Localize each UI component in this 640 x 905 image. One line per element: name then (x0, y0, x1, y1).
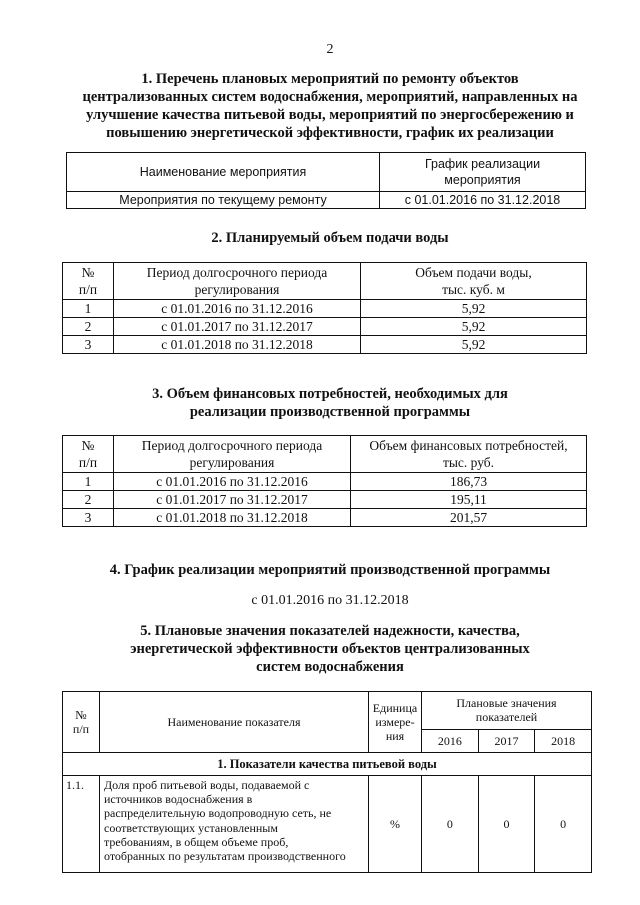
table-row (63, 473, 587, 491)
group-title: 1. Показатели качества питьевой воды (63, 753, 592, 776)
section1-title-line: повышению энергетической эффективности, график их реализации (106, 125, 554, 141)
section1-title (0, 70, 640, 142)
row-volume-cell: 5,92 (361, 318, 587, 336)
row-finance-cell: 195,11 (351, 491, 587, 509)
table-header-row (63, 692, 592, 730)
col-plan-values-header-line: Плановые значения (456, 696, 557, 711)
row-period-cell: с 01.01.2016 по 31.12.2016 (114, 473, 351, 491)
financial-needs-table (62, 435, 587, 527)
col-period-header-line: Период долгосрочного периода (141, 438, 323, 453)
table-row (63, 318, 587, 336)
col-finance-header-line: тыс. руб. (442, 455, 495, 470)
col-unit-header-line: ния (385, 729, 405, 743)
col-volume-header (361, 263, 587, 300)
row-num-cell: 3 (63, 509, 114, 527)
col-volume-header-line: тыс. куб. м (442, 282, 505, 297)
col-volume-header-line: Объем подачи воды, (415, 265, 532, 280)
col-unit-header-line: измере- (375, 715, 415, 729)
col-year-header: 2016 (422, 729, 479, 752)
col-plan-values-header (422, 692, 592, 730)
section3-title (0, 385, 640, 421)
table-row (63, 336, 587, 354)
row-volume-cell: 5,92 (361, 300, 587, 318)
col-year-header: 2017 (478, 729, 535, 752)
row-unit-cell: % (369, 776, 422, 873)
section5-title-line: 5. Плановые значения показателей надежности, качества, (140, 623, 520, 639)
col-schedule-header-line: График реализации (424, 157, 541, 171)
table-header-row (63, 436, 587, 473)
section5-title-line: энергетической эффективности объектов централизованных (130, 641, 530, 657)
col-num-header-line: п/п (78, 455, 98, 470)
row-period-cell: с 01.01.2018 по 31.12.2018 (114, 336, 361, 354)
col-num-header-line: п/п (72, 722, 90, 736)
section3-title-line: 3. Объем финансовых потребностей, необходимых для (152, 386, 508, 402)
col-schedule-header-line: мероприятия (444, 173, 521, 187)
row-value-2018-cell: 0 (535, 776, 592, 873)
col-finance-header-line: Объем финансовых потребностей, (369, 438, 568, 453)
activity-schedule-cell: с 01.01.2016 по 31.12.2018 (380, 192, 586, 209)
section2-title: 2. Планируемый объем подачи воды (211, 230, 449, 246)
row-value-2017-cell: 0 (478, 776, 535, 873)
row-period-cell: с 01.01.2017 по 31.12.2017 (114, 491, 351, 509)
activities-table (66, 152, 586, 209)
col-num-header-line: № (81, 438, 95, 453)
row-indicator-name-cell (100, 776, 369, 873)
section1-title-line: 1. Перечень плановых мероприятий по ремонту объектов (141, 71, 519, 87)
row-num-cell: 3 (63, 336, 114, 354)
activity-name-cell: Мероприятия по текущему ремонту (67, 192, 380, 209)
col-num-header-line: № (75, 708, 87, 722)
section5-title (0, 622, 640, 676)
col-period-header (114, 436, 351, 473)
indicators-table (62, 691, 592, 873)
table-row (67, 192, 586, 209)
row-num-cell: 2 (63, 491, 114, 509)
table-group-row (63, 753, 592, 776)
row-num-cell: 2 (63, 318, 114, 336)
table-header-row (67, 153, 586, 192)
col-plan-values-header-line: показателей (475, 710, 538, 725)
indicator-name-line: распределительную водопроводную сеть, не (104, 806, 332, 821)
col-schedule-header (380, 153, 586, 192)
col-period-header-line: регулирования (194, 282, 280, 297)
section3-title-line: реализации производственной программы (189, 404, 471, 420)
row-num-cell: 1 (63, 300, 114, 318)
row-period-cell: с 01.01.2017 по 31.12.2017 (114, 318, 361, 336)
section5-title-line: систем водоснабжения (256, 659, 404, 675)
col-num-header (63, 263, 114, 300)
col-num-header (63, 436, 114, 473)
col-indicator-name-header: Наименование показателя (100, 692, 369, 753)
section1-title-line: централизованных систем водоснабжения, мероприятий, направленных на (82, 89, 578, 105)
row-finance-cell: 201,57 (351, 509, 587, 527)
table-header-row (63, 263, 587, 300)
col-unit-header-line: Единица (372, 701, 418, 715)
row-period-cell: с 01.01.2016 по 31.12.2016 (114, 300, 361, 318)
col-num-header-line: п/п (78, 282, 98, 297)
col-year-header: 2018 (535, 729, 592, 752)
indicator-name-line: Доля проб питьевой воды, подаваемой с (104, 778, 310, 792)
page-number: 2 (326, 42, 334, 57)
section4-title: 4. График реализации мероприятий производственной программы (109, 562, 551, 578)
col-period-header-line: Период долгосрочного периода (146, 265, 328, 280)
section4-period: с 01.01.2016 по 31.12.2018 (251, 593, 409, 608)
table-row (63, 300, 587, 318)
indicator-name-line: отобранных по результатам производственного (104, 849, 346, 864)
row-volume-cell: 5,92 (361, 336, 587, 354)
table-row (63, 509, 587, 527)
indicator-name-line: требованиям, в общем объеме проб, (104, 834, 289, 849)
col-unit-header (369, 692, 422, 753)
section1-title-line: улучшение качества питьевой воды, мероприятий по энергосбережению и (86, 107, 574, 123)
col-finance-header (351, 436, 587, 473)
row-num-cell: 1.1. (63, 776, 100, 873)
water-supply-table (62, 262, 587, 354)
row-finance-cell: 186,73 (351, 473, 587, 491)
col-activity-name-header: Наименование мероприятия (67, 153, 380, 192)
row-period-cell: с 01.01.2018 по 31.12.2018 (114, 509, 351, 527)
col-num-header-line: № (81, 265, 95, 280)
indicator-name-line: соответствующих установленным (104, 820, 278, 835)
row-value-2016-cell: 0 (422, 776, 479, 873)
col-period-header-line: регулирования (189, 455, 275, 470)
indicator-name-text (104, 778, 364, 870)
col-period-header (114, 263, 361, 300)
indicator-name-line: источников водоснабжения в (104, 792, 253, 807)
table-row (63, 491, 587, 509)
col-num-header (63, 692, 100, 753)
table-row (63, 776, 592, 873)
row-num-cell: 1 (63, 473, 114, 491)
